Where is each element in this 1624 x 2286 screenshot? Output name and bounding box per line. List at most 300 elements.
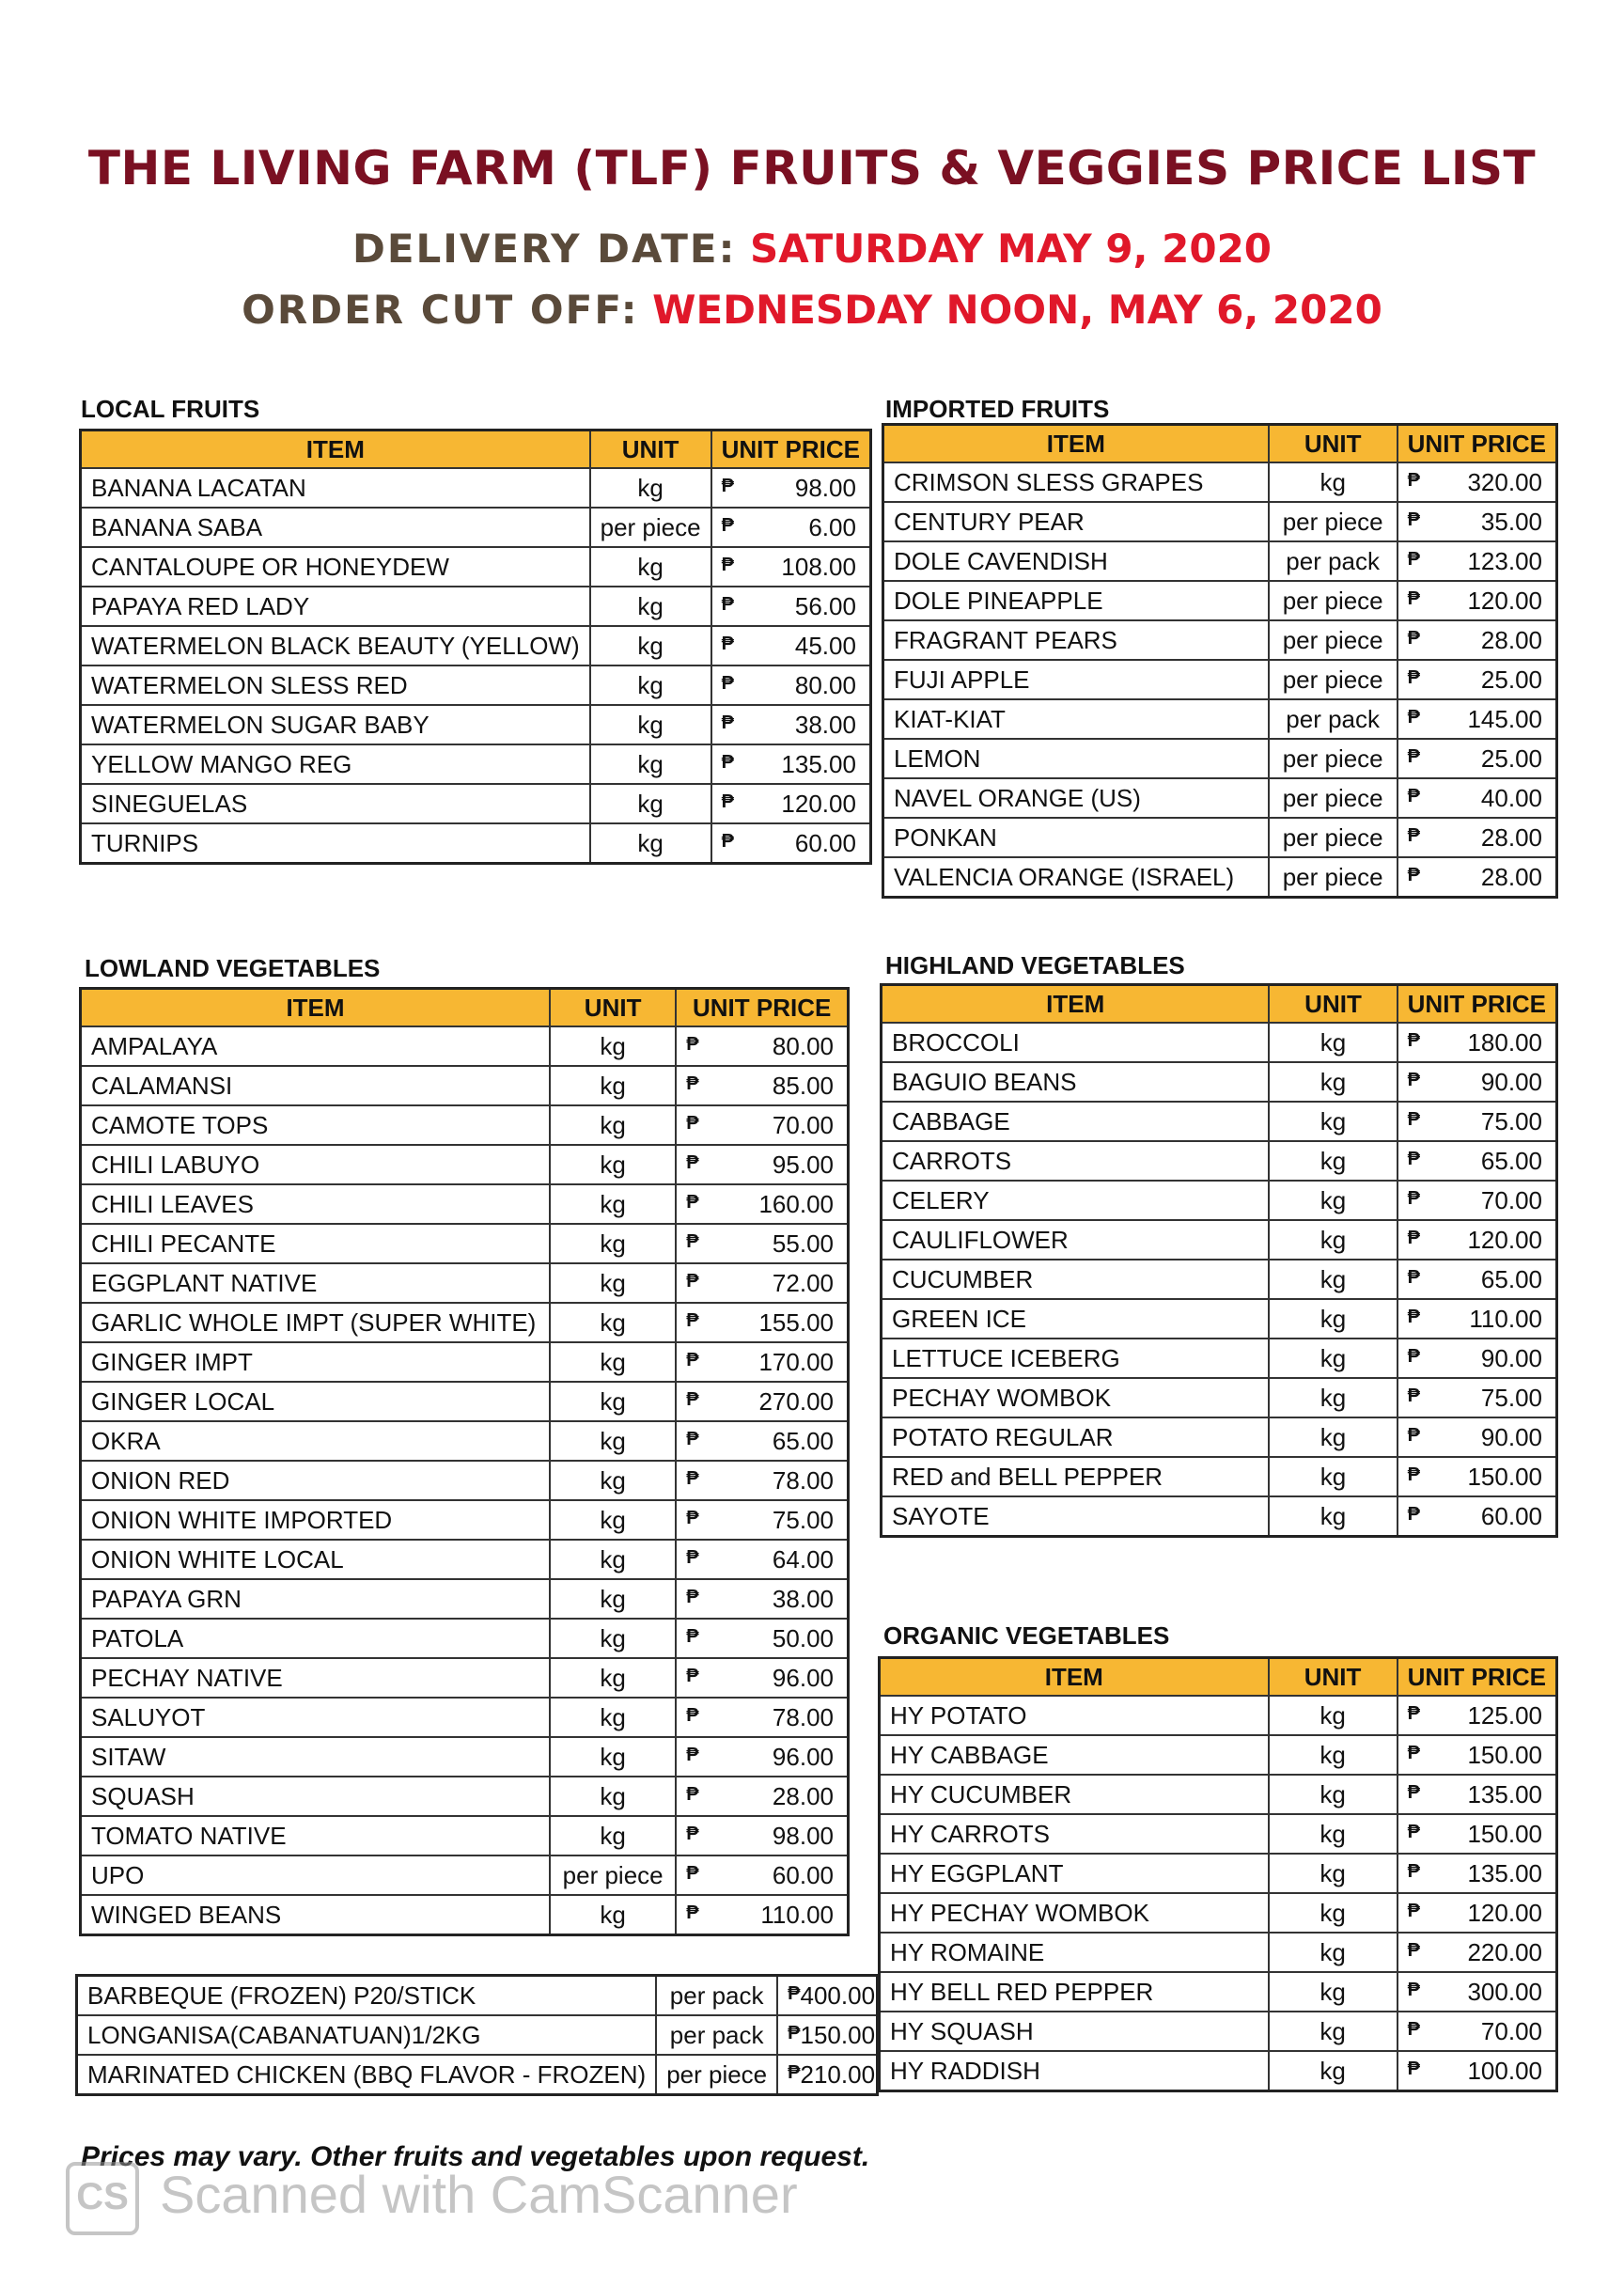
imported-fruits-table xyxy=(882,423,1558,899)
item-unit: kg xyxy=(1269,1696,1398,1735)
item-name: BANANA LACATAN xyxy=(81,468,590,508)
item-price-cell xyxy=(1398,2012,1557,2051)
item-name: GINGER LOCAL xyxy=(81,1382,551,1421)
item-unit: kg xyxy=(550,1421,676,1461)
column-header-unit-price: UNIT PRICE xyxy=(711,431,871,469)
table-row xyxy=(883,857,1557,898)
peso-sign: ₱ xyxy=(1407,1227,1420,1248)
item-price: 28.00 xyxy=(1480,625,1542,654)
item-name: LEMON xyxy=(883,739,1269,778)
item-price: 35.00 xyxy=(1480,507,1542,536)
peso-sign: ₱ xyxy=(686,1270,699,1292)
column-header-unit-price: UNIT PRICE xyxy=(1398,425,1557,463)
item-price-cell xyxy=(676,1461,848,1500)
item-price: 85.00 xyxy=(772,1071,834,1100)
item-price-cell xyxy=(1398,2051,1557,2091)
item-name: AMPALAYA xyxy=(81,1026,551,1066)
section-title-organic-vegetables: ORGANIC VEGETABLES xyxy=(883,1621,1170,1650)
item-unit: kg xyxy=(590,705,711,744)
peso-sign: ₱ xyxy=(686,1744,699,1765)
item-name: GINGER IMPT xyxy=(81,1342,551,1382)
item-price-cell xyxy=(676,1698,848,1737)
item-unit: kg xyxy=(590,626,711,665)
item-unit: kg xyxy=(550,1461,676,1500)
section-title-imported-fruits: IMPORTED FRUITS xyxy=(885,395,1110,423)
peso-sign: ₱ xyxy=(686,1428,699,1449)
item-price-cell xyxy=(676,1658,848,1698)
peso-sign: ₱ xyxy=(721,593,734,615)
peso-sign: ₱ xyxy=(686,1151,699,1173)
peso-sign: ₱ xyxy=(1407,1385,1420,1406)
item-name: CRIMSON SLESS GRAPES xyxy=(883,462,1269,502)
table-row xyxy=(81,1500,849,1540)
section-title-local-fruits: LOCAL FRUITS xyxy=(81,395,260,423)
item-price: 28.00 xyxy=(1480,822,1542,852)
item-price-cell xyxy=(676,1737,848,1777)
peso-sign: ₱ xyxy=(686,1625,699,1647)
item-unit: kg xyxy=(550,1579,676,1619)
item-price: 108.00 xyxy=(781,552,856,581)
column-header-unit: UNIT xyxy=(590,431,711,469)
peso-sign: ₱ xyxy=(788,2022,801,2043)
item-name: HY SQUASH xyxy=(880,2012,1269,2051)
column-header-item: ITEM xyxy=(81,989,551,1027)
table-row xyxy=(81,823,871,864)
item-unit: kg xyxy=(550,1737,676,1777)
item-price-cell xyxy=(1398,1299,1557,1339)
table-row xyxy=(81,508,871,547)
item-name: HY ROMAINE xyxy=(880,1933,1269,1972)
table-row xyxy=(81,1698,849,1737)
item-unit: kg xyxy=(1269,462,1398,502)
table-header-row xyxy=(883,425,1557,463)
item-price: 25.00 xyxy=(1480,665,1542,694)
item-unit: kg xyxy=(550,1184,676,1224)
item-name: GREEN ICE xyxy=(882,1299,1270,1339)
table-row xyxy=(81,705,871,744)
watermark-text: Scanned with CamScanner xyxy=(160,2164,798,2224)
item-price: 98.00 xyxy=(794,473,856,502)
item-price: 70.00 xyxy=(772,1110,834,1139)
peso-sign: ₱ xyxy=(686,1823,699,1844)
item-name: BARBEQUE (FROZEN) P20/STICK xyxy=(77,1976,657,2016)
item-unit: kg xyxy=(1269,1260,1397,1299)
table-row xyxy=(880,1814,1557,1854)
item-price: 320.00 xyxy=(1467,467,1542,496)
table-row xyxy=(880,2051,1557,2091)
item-price-cell xyxy=(711,508,871,547)
peso-sign: ₱ xyxy=(1407,548,1420,570)
item-price-cell xyxy=(711,587,871,626)
item-unit: kg xyxy=(550,1145,676,1184)
delivery-date-label: DELIVERY DATE: xyxy=(351,226,737,272)
table-row xyxy=(882,1417,1557,1457)
peso-sign: ₱ xyxy=(1407,1742,1420,1763)
peso-sign: ₱ xyxy=(686,1665,699,1686)
peso-sign: ₱ xyxy=(1407,1187,1420,1209)
item-name: HY CUCUMBER xyxy=(880,1775,1269,1814)
item-price-cell xyxy=(676,1579,848,1619)
item-price: 28.00 xyxy=(1480,862,1542,891)
item-unit: kg xyxy=(590,547,711,587)
item-unit: kg xyxy=(1269,2051,1398,2091)
item-price-cell xyxy=(1398,1735,1557,1775)
peso-sign: ₱ xyxy=(721,751,734,773)
item-unit: kg xyxy=(590,823,711,864)
table-row xyxy=(81,1263,849,1303)
item-price-cell xyxy=(676,1105,848,1145)
item-name: UPO xyxy=(81,1855,551,1895)
table-row xyxy=(81,1579,849,1619)
item-name: CANTALOUPE OR HONEYDEW xyxy=(81,547,590,587)
item-price: 75.00 xyxy=(1480,1383,1542,1412)
peso-sign: ₱ xyxy=(721,672,734,694)
item-unit: kg xyxy=(1269,1102,1397,1141)
column-header-unit-price: UNIT PRICE xyxy=(1398,985,1557,1024)
table-row xyxy=(81,1303,849,1342)
table-row xyxy=(880,1893,1557,1933)
column-header-unit-price: UNIT PRICE xyxy=(1398,1658,1557,1697)
peso-sign: ₱ xyxy=(1407,1108,1420,1130)
table-row xyxy=(81,784,871,823)
item-price-cell xyxy=(676,1026,848,1066)
item-price-cell xyxy=(1398,739,1557,778)
item-price: 135.00 xyxy=(1467,1779,1542,1808)
peso-sign: ₱ xyxy=(686,1586,699,1607)
item-unit: kg xyxy=(590,468,711,508)
frozen-items-table xyxy=(75,1974,879,2096)
item-price-cell xyxy=(1398,620,1557,660)
item-unit: kg xyxy=(550,1500,676,1540)
item-unit: kg xyxy=(590,665,711,705)
peso-sign: ₱ xyxy=(686,1862,699,1884)
peso-sign: ₱ xyxy=(721,712,734,733)
table-row xyxy=(880,1972,1557,2012)
item-unit: kg xyxy=(1269,1854,1398,1893)
item-unit: kg xyxy=(550,1382,676,1421)
item-price: 6.00 xyxy=(808,512,856,541)
item-name: TOMATO NATIVE xyxy=(81,1816,551,1855)
item-price-cell xyxy=(1398,581,1557,620)
item-name: EGGPLANT NATIVE xyxy=(81,1263,551,1303)
item-name: CAULIFLOWER xyxy=(882,1220,1270,1260)
item-price: 70.00 xyxy=(1480,1185,1542,1214)
item-name: FRAGRANT PEARS xyxy=(883,620,1269,660)
item-name: WATERMELON SLESS RED xyxy=(81,665,590,705)
peso-sign: ₱ xyxy=(788,1982,801,2004)
table-row xyxy=(883,581,1557,620)
item-price: 270.00 xyxy=(758,1386,834,1416)
table-row xyxy=(77,2015,878,2055)
item-price-cell xyxy=(1398,1417,1557,1457)
item-name: FUJI APPLE xyxy=(883,660,1269,699)
item-price: 145.00 xyxy=(1467,704,1542,733)
item-price-cell xyxy=(676,1855,848,1895)
item-price: 96.00 xyxy=(772,1742,834,1771)
item-price-cell xyxy=(676,1263,848,1303)
peso-sign: ₱ xyxy=(1407,864,1420,885)
item-unit: kg xyxy=(1269,1378,1397,1417)
order-cutoff-line xyxy=(0,287,1624,333)
peso-sign: ₱ xyxy=(1407,1702,1420,1724)
table-row xyxy=(81,1737,849,1777)
table-row xyxy=(880,1696,1557,1735)
item-name: ONION RED xyxy=(81,1461,551,1500)
item-name: CELERY xyxy=(882,1181,1270,1220)
item-price-cell xyxy=(1398,1378,1557,1417)
item-unit: kg xyxy=(1269,1972,1398,2012)
column-header-item: ITEM xyxy=(882,985,1270,1024)
table-row xyxy=(81,468,871,508)
table-row xyxy=(882,1339,1557,1378)
item-unit: per piece xyxy=(1269,857,1398,898)
peso-sign: ₱ xyxy=(1407,666,1420,688)
item-price-cell xyxy=(676,1895,848,1935)
item-name: CABBAGE xyxy=(882,1102,1270,1141)
item-price: 123.00 xyxy=(1467,546,1542,575)
peso-sign: ₱ xyxy=(686,1507,699,1528)
item-unit: kg xyxy=(550,1619,676,1658)
item-name: SQUASH xyxy=(81,1777,551,1816)
item-price: 135.00 xyxy=(1467,1858,1542,1887)
item-name: BANANA SABA xyxy=(81,508,590,547)
item-price: 78.00 xyxy=(772,1465,834,1495)
item-price: 120.00 xyxy=(781,789,856,818)
item-unit: kg xyxy=(1269,1893,1398,1933)
item-price: 95.00 xyxy=(772,1150,834,1179)
item-unit: per piece xyxy=(1269,739,1398,778)
peso-sign: ₱ xyxy=(1407,1821,1420,1842)
item-price-cell xyxy=(676,1066,848,1105)
peso-sign: ₱ xyxy=(1407,1069,1420,1090)
delivery-date-line xyxy=(0,226,1624,272)
column-header-unit: UNIT xyxy=(550,989,676,1027)
item-price-cell xyxy=(711,705,871,744)
item-price: 400.00 xyxy=(800,1981,876,2010)
column-header-item: ITEM xyxy=(81,431,590,469)
item-name: SAYOTE xyxy=(882,1496,1270,1537)
peso-sign: ₱ xyxy=(686,1902,699,1923)
item-price-cell xyxy=(676,1619,848,1658)
peso-sign: ₱ xyxy=(686,1309,699,1331)
column-header-unit: UNIT xyxy=(1269,985,1397,1024)
item-price-cell xyxy=(1398,462,1557,502)
table-row xyxy=(81,1026,849,1066)
peso-sign: ₱ xyxy=(1407,1306,1420,1327)
item-unit: per piece xyxy=(1269,620,1398,660)
section-title-highland-vegetables: HIGHLAND VEGETABLES xyxy=(885,951,1185,979)
item-unit: kg xyxy=(550,1895,676,1935)
footer-note: Prices may vary. Other fruits and vegetables upon request. xyxy=(81,2141,870,2172)
item-unit: per piece xyxy=(656,2055,777,2095)
item-name: CARROTS xyxy=(882,1141,1270,1181)
item-unit: kg xyxy=(550,1777,676,1816)
item-name: WATERMELON SUGAR BABY xyxy=(81,705,590,744)
item-price: 120.00 xyxy=(1467,1898,1542,1927)
item-price-cell xyxy=(711,665,871,705)
item-unit: kg xyxy=(1269,1417,1397,1457)
item-name: HY CARROTS xyxy=(880,1814,1269,1854)
item-unit: kg xyxy=(590,587,711,626)
item-name: CUCUMBER xyxy=(882,1260,1270,1299)
item-price-cell xyxy=(1398,1496,1557,1537)
item-unit: kg xyxy=(1269,1220,1397,1260)
item-price: 96.00 xyxy=(772,1663,834,1692)
item-price-cell xyxy=(676,1540,848,1579)
peso-sign: ₱ xyxy=(686,1191,699,1213)
order-cutoff-label: ORDER CUT OFF: xyxy=(242,287,639,333)
item-unit: kg xyxy=(550,1224,676,1263)
column-header-unit: UNIT xyxy=(1269,425,1398,463)
item-unit: per piece xyxy=(590,508,711,547)
item-price: 38.00 xyxy=(794,710,856,739)
item-price-cell xyxy=(1398,1260,1557,1299)
item-unit: per piece xyxy=(1269,778,1398,818)
item-price-cell xyxy=(1398,1220,1557,1260)
item-unit: per piece xyxy=(1269,502,1398,541)
item-price: 75.00 xyxy=(1480,1106,1542,1135)
table-row xyxy=(882,1062,1557,1102)
table-row xyxy=(882,1496,1557,1537)
item-price: 90.00 xyxy=(1480,1067,1542,1096)
table-row xyxy=(883,699,1557,739)
item-price: 64.00 xyxy=(772,1544,834,1574)
item-name: VALENCIA ORANGE (ISRAEL) xyxy=(883,857,1269,898)
item-price-cell xyxy=(1398,541,1557,581)
table-row xyxy=(880,1775,1557,1814)
item-unit: kg xyxy=(550,1303,676,1342)
table-row xyxy=(883,620,1557,660)
item-price-cell xyxy=(1398,1933,1557,1972)
item-name: PONKAN xyxy=(883,818,1269,857)
item-price-cell xyxy=(676,1500,848,1540)
item-price-cell xyxy=(676,1184,848,1224)
item-price: 150.00 xyxy=(800,2020,876,2049)
item-unit: per pack xyxy=(1269,541,1398,581)
item-name: CHILI LEAVES xyxy=(81,1184,551,1224)
item-name: CHILI LABUYO xyxy=(81,1145,551,1184)
item-unit: kg xyxy=(550,1105,676,1145)
item-unit: kg xyxy=(1269,1339,1397,1378)
column-header-unit: UNIT xyxy=(1269,1658,1398,1697)
peso-sign: ₱ xyxy=(686,1033,699,1055)
table-row xyxy=(81,1777,849,1816)
item-price: 65.00 xyxy=(1480,1264,1542,1293)
table-row xyxy=(77,1976,878,2016)
item-name: YELLOW MANGO REG xyxy=(81,744,590,784)
table-row xyxy=(81,1619,849,1658)
item-unit: kg xyxy=(1269,1735,1398,1775)
item-price: 25.00 xyxy=(1480,744,1542,773)
item-price: 120.00 xyxy=(1467,1225,1542,1254)
table-row xyxy=(882,1102,1557,1141)
item-price-cell xyxy=(1398,1775,1557,1814)
item-name: KIAT-KIAT xyxy=(883,699,1269,739)
table-row xyxy=(81,587,871,626)
item-name: PECHAY NATIVE xyxy=(81,1658,551,1698)
item-name: OKRA xyxy=(81,1421,551,1461)
item-price-cell xyxy=(777,2015,877,2055)
item-price-cell xyxy=(711,823,871,864)
item-name: ONION WHITE LOCAL xyxy=(81,1540,551,1579)
item-unit: kg xyxy=(1269,1496,1397,1537)
item-price: 65.00 xyxy=(1480,1146,1542,1175)
item-name: ONION WHITE IMPORTED xyxy=(81,1500,551,1540)
table-row xyxy=(81,1461,849,1500)
item-name: CHILI PECANTE xyxy=(81,1224,551,1263)
item-name: RED and BELL PEPPER xyxy=(882,1457,1270,1496)
local-fruits-table xyxy=(79,429,872,865)
item-price: 155.00 xyxy=(758,1307,834,1337)
item-price: 56.00 xyxy=(794,591,856,620)
item-unit: kg xyxy=(1269,2012,1398,2051)
table-row xyxy=(81,1658,849,1698)
table-row xyxy=(81,1184,849,1224)
item-unit: per piece xyxy=(1269,660,1398,699)
item-name: LONGANISA(CABANATUAN)1/2KG xyxy=(77,2015,657,2055)
peso-sign: ₱ xyxy=(721,514,734,536)
item-name: BROCCOLI xyxy=(882,1023,1270,1062)
item-unit: kg xyxy=(1269,1933,1398,1972)
item-unit: kg xyxy=(550,1342,676,1382)
table-row xyxy=(81,1895,849,1935)
item-price: 72.00 xyxy=(772,1268,834,1297)
peso-sign: ₱ xyxy=(1407,1424,1420,1446)
item-price-cell xyxy=(1398,857,1557,898)
item-name: PAPAYA RED LADY xyxy=(81,587,590,626)
peso-sign: ₱ xyxy=(1407,627,1420,649)
item-price: 50.00 xyxy=(772,1623,834,1652)
item-unit: kg xyxy=(590,744,711,784)
item-price-cell xyxy=(711,784,871,823)
item-name: HY CABBAGE xyxy=(880,1735,1269,1775)
item-unit: kg xyxy=(550,1816,676,1855)
item-unit: kg xyxy=(550,1026,676,1066)
item-price-cell xyxy=(1398,818,1557,857)
item-price: 110.00 xyxy=(760,1900,834,1929)
table-row xyxy=(81,547,871,587)
item-price: 300.00 xyxy=(1467,1977,1542,2006)
item-name: CAMOTE TOPS xyxy=(81,1105,551,1145)
section-title-lowland-vegetables: LOWLAND VEGETABLES xyxy=(85,954,381,982)
item-price: 135.00 xyxy=(781,749,856,778)
item-price-cell xyxy=(1398,1339,1557,1378)
item-price-cell xyxy=(1398,502,1557,541)
item-price: 55.00 xyxy=(772,1229,834,1258)
item-name: HY PECHAY WOMBOK xyxy=(880,1893,1269,1933)
peso-sign: ₱ xyxy=(686,1546,699,1568)
item-price: 75.00 xyxy=(772,1505,834,1534)
table-row xyxy=(81,1382,849,1421)
item-price-cell xyxy=(676,1303,848,1342)
peso-sign: ₱ xyxy=(686,1230,699,1252)
item-price: 180.00 xyxy=(1467,1027,1542,1057)
table-row xyxy=(883,541,1557,581)
peso-sign: ₱ xyxy=(1407,1345,1420,1367)
peso-sign: ₱ xyxy=(686,1349,699,1370)
item-price: 150.00 xyxy=(1467,1462,1542,1491)
table-header-row xyxy=(882,985,1557,1024)
item-price-cell xyxy=(1398,1023,1557,1062)
peso-sign: ₱ xyxy=(1407,1900,1420,1921)
item-price: 28.00 xyxy=(772,1781,834,1810)
item-name: SALUYOT xyxy=(81,1698,551,1737)
peso-sign: ₱ xyxy=(1407,1148,1420,1169)
item-price-cell xyxy=(676,1224,848,1263)
peso-sign: ₱ xyxy=(1407,509,1420,530)
peso-sign: ₱ xyxy=(686,1388,699,1410)
item-name: GARLIC WHOLE IMPT (SUPER WHITE) xyxy=(81,1303,551,1342)
